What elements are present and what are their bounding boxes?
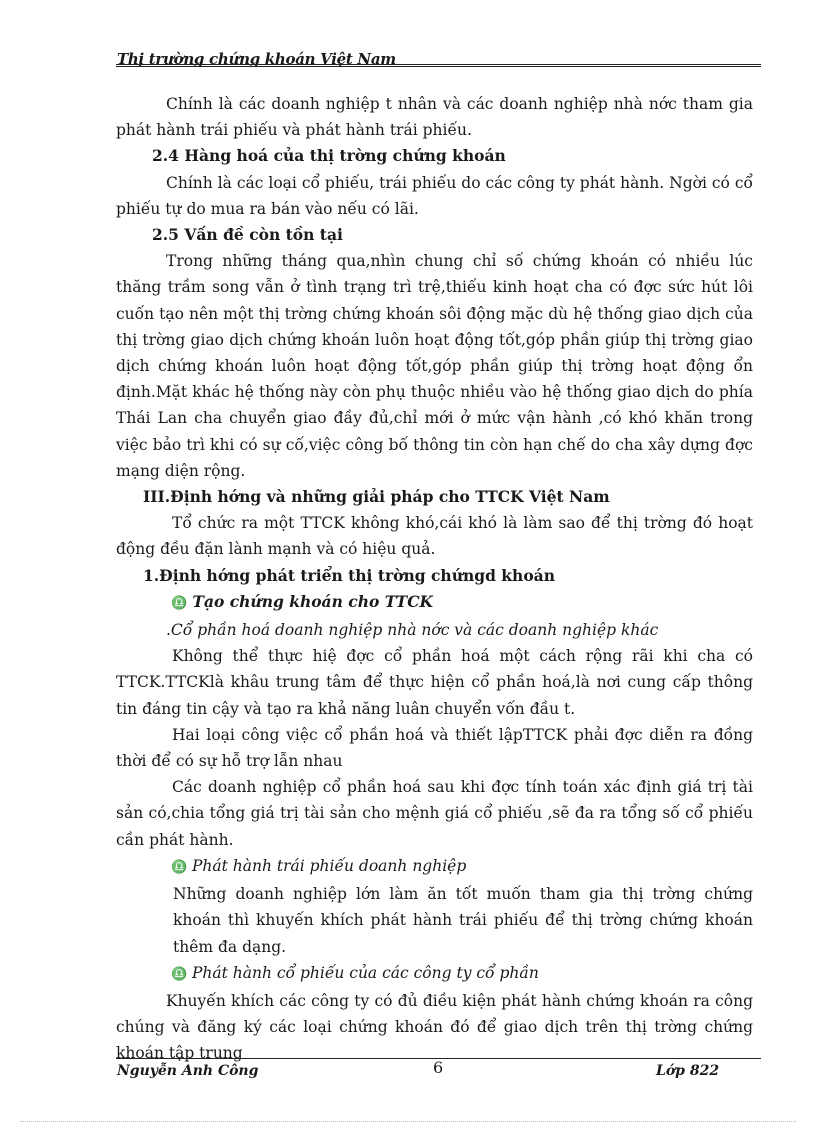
- page-header-title: Thị trường chứng khoán Việt Nam: [117, 50, 396, 68]
- header-rule: [116, 64, 761, 67]
- document-body: [116, 91, 753, 1067]
- bullet-item-1-text: Tạo chứng khoán cho TTCK: [192, 591, 434, 611]
- paragraph-5: Không thể thực hiệ đợc cổ phần hoá một cách rộng rãi khi cha có TTCK.TTCKlà khâu trung tâm để thực hiện cổ phần hoá,là nơi cung cấp thông tin đáng tin cậy và tạo ra khả năng luân chuyển vốn đầu t.: [116, 647, 753, 718]
- paragraph-1: Chính là các doanh nghiệp t nhân và các doanh nghiệp nhà nớc tham gia phát hành trái phiếu và phát hành trái phiếu.: [116, 95, 753, 140]
- page-bottom-border: [20, 1121, 796, 1122]
- bullet-item-3-text: Phát hành cổ phiếu của các công ty cổ phần: [191, 963, 539, 982]
- bullet-item-2-text: Phát hành trái phiếu doanh nghiệp: [191, 856, 467, 875]
- libra-symbol-icon: ♎: [171, 859, 188, 875]
- paragraph-9: Khuyến khích các công ty có đủ điều kiện phát hành chứng khoán ra công chúng và đăng ký các loại chứng khoán đó để giao dịch trên thị trờng chứng khoán tập trung: [116, 991, 753, 1063]
- footer-class: Lớp 822: [656, 1063, 720, 1079]
- libra-symbol-icon: ♎: [171, 595, 188, 611]
- paragraph-3: Trong những tháng qua,nhìn chung chỉ số chứng khoán có nhiều lúc thăng trầm song vẫn ở tình trạng trì trệ,thiếu kinh hoạt cha có đợc sức hút lôi cuốn tạo nên một thị trờng chứng khoán sôi động mặc dù hệ thống giao dịch của thị trờng giao dịch chứng khoán luôn hoạt động tốt,góp phần giúp thị trờng giao dịch chứng khoán luôn hoạt động tốt,góp phần giúp thị trờng hoạt động ổn định.Mặt khác hệ thống này còn phụ thuộc nhiều vào hệ thống giao dịch do phía Thái Lan cha chuyển giao đầy đủ,chỉ mới ở mức vận hành ,có khó khăn trong việc bảo trì khi có sự cố,việc công bố thông tin còn hạn chế do cha xây dựng đợc mạng diện rộng.: [116, 252, 753, 480]
- bullet-item-2: [116, 853, 753, 881]
- libra-symbol-icon: ♎: [171, 966, 188, 982]
- paragraph-2: Chính là các loại cổ phiếu, trái phiếu do các công ty phát hành. Ngời có cổ phiếu tự do mua ra bán vào nếu có lãi.: [116, 173, 753, 218]
- paragraph-6: Hai loại công việc cổ phần hoá và thiết lậpTTCK phải đợc diễn ra đồng thời để có sự hỗ trợ lẫn nhau: [116, 725, 753, 771]
- bullet-item-3: [116, 960, 753, 988]
- page-number: 6: [433, 1058, 444, 1077]
- footer-author: Nguyễn Anh Công: [117, 1063, 259, 1079]
- heading-iii: III.Định hớng và những giải pháp cho TTCK Việt Nam: [143, 487, 610, 507]
- heading-2-5: 2.5 Vấn đề còn tồn tại: [152, 225, 343, 245]
- sub-heading-italic: .Cổ phần hoá doanh nghiệp nhà nớc và các doanh nghiệp khác: [166, 621, 659, 640]
- bullet-item-1: [116, 589, 753, 617]
- heading-1-dinh-huong: 1.Định hớng phát triển thị trờng chứngd khoán: [143, 565, 555, 585]
- paragraph-8: Những doanh nghiệp lớn làm ăn tốt muốn tham gia thị trờng chứng khoán thì khuyến khích phát hành trái phiếu để thị trờng chứng khoán thêm đa dạng.: [173, 885, 753, 956]
- paragraph-7: Các doanh nghiệp cổ phần hoá sau khi đợc tính toán xác định giá trị tài sản có,chia tổng giá trị tài sản cho mệnh giá cổ phiếu ,sẽ đa ra tổng số cổ phiếu cần phát hành.: [116, 778, 753, 849]
- paragraph-4: Tổ chức ra một TTCK không khó,cái khó là làm sao để thị trờng đó hoạt động đều đặn lành mạnh và có hiệu quả.: [116, 514, 753, 559]
- heading-2-4: 2.4 Hàng hoá của thị trờng chứng khoán: [152, 146, 506, 166]
